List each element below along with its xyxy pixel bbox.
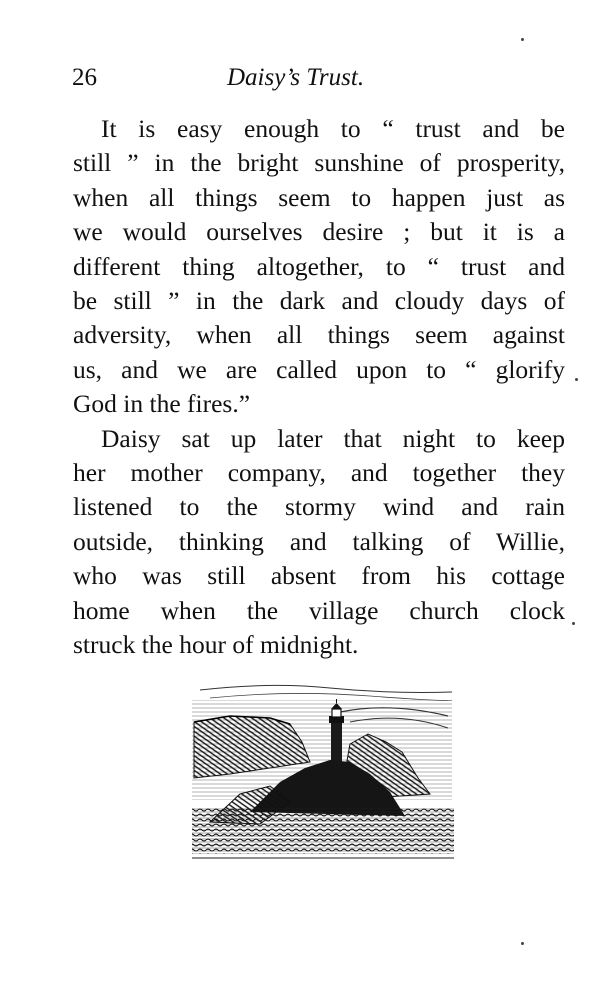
running-head bbox=[72, 64, 542, 98]
text-line: It is easy enough to “ trust and be bbox=[101, 114, 565, 143]
text-line: different thing altogether, to “ trust and bbox=[73, 251, 565, 281]
text-line: God in the fires.” bbox=[73, 389, 251, 419]
text-line: outside, thinking and talking of Willie, bbox=[73, 526, 565, 556]
text-line: adversity, when all things seem against bbox=[73, 320, 565, 350]
running-title: Daisy’s Trust. bbox=[227, 64, 365, 91]
paragraph-2 bbox=[73, 422, 565, 663]
page-number: 26 bbox=[72, 64, 97, 91]
text-line: still ” in the bright sunshine of prosperity, bbox=[73, 148, 565, 178]
lighthouse-engraving-icon bbox=[190, 682, 456, 864]
text-line: who was still absent from his cottage bbox=[73, 561, 565, 591]
text-line: when all things seem to happen just as bbox=[73, 182, 565, 212]
page-speck bbox=[521, 38, 524, 41]
page-speck bbox=[521, 942, 524, 945]
text-line: us, and we are called upon to “ glorify bbox=[73, 354, 565, 384]
body-text bbox=[73, 112, 565, 663]
text-line: listened to the stormy wind and rain bbox=[73, 492, 565, 522]
paragraph-1 bbox=[73, 112, 565, 422]
text-line: we would ourselves desire ; but it is a bbox=[73, 217, 565, 247]
text-line: struck the hour of midnight. bbox=[73, 630, 359, 660]
page-speck bbox=[575, 378, 578, 381]
text-line: be still ” in the dark and cloudy days of bbox=[73, 286, 565, 316]
text-line: home when the village church clock bbox=[73, 595, 565, 625]
text-line: her mother company, and together they bbox=[73, 458, 565, 488]
page-speck bbox=[572, 622, 575, 625]
text-line: Daisy sat up later that night to keep bbox=[101, 423, 565, 453]
